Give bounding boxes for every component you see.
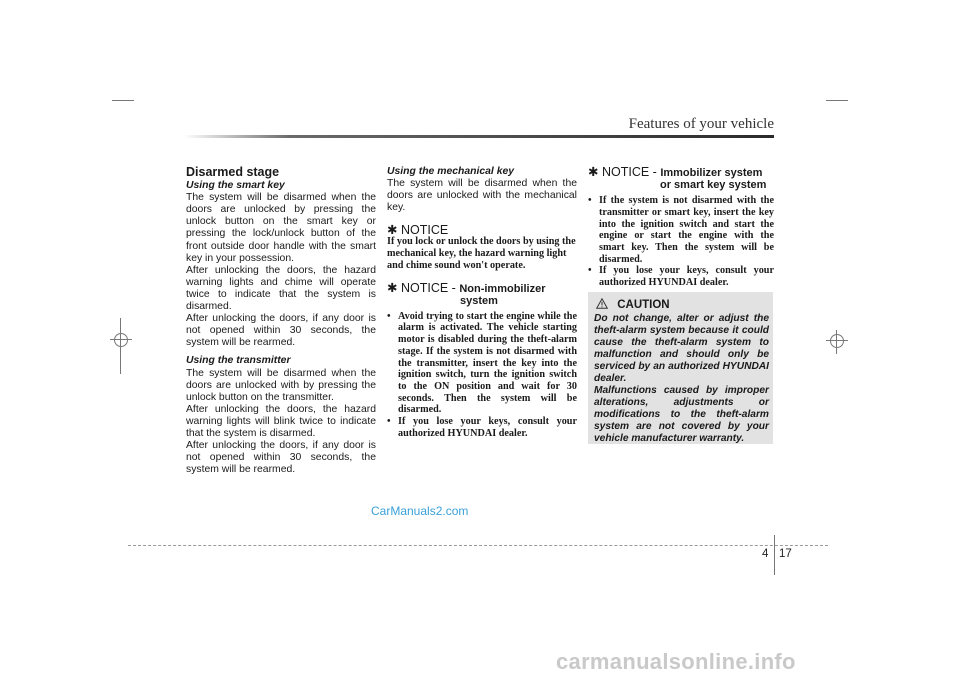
registration-circle — [114, 333, 128, 347]
warning-triangle-icon — [596, 298, 608, 309]
paragraph: After unlocking the doors, the hazard warning lights and chime will operate twice to indicate that the system is disarmed. — [186, 264, 376, 313]
caution-heading — [596, 298, 670, 311]
notice-icon: ✱ — [588, 165, 599, 179]
caution-body — [594, 313, 769, 445]
column-1 — [186, 166, 376, 476]
caution-paragraph: Do not change, alter or adjust the theft-alarm system because it could cause the theft-alarm system to malfunction and should only be serviced by an authorized HYUNDAI dealer. — [594, 313, 769, 384]
list-item: • If the system is not disarmed with the transmitter or smart key, insert the key into the ignition switch and start the engine or start the engine with the smart key. Then the system will be disarmed. — [588, 195, 774, 265]
notice-subtitle: Immobilizer system — [660, 167, 763, 179]
paragraph: After unlocking the doors, the hazard warning lights will blink twice to indicate that the system is disarmed. — [186, 403, 376, 439]
column-2 — [387, 166, 577, 440]
chapter-number: 4 — [762, 548, 769, 560]
registration-circle — [830, 334, 844, 348]
notice-list — [588, 195, 774, 289]
notice-title: NOTICE - — [400, 280, 456, 295]
notice-title: NOTICE - — [601, 165, 657, 179]
footer-dashed-rule — [128, 545, 828, 546]
page-number: 17 — [779, 548, 792, 560]
watermark-link[interactable]: CarManuals2.com — [371, 504, 469, 518]
notice-list — [387, 311, 577, 440]
list-item: • Avoid trying to start the engine while the alarm is activated. The vehicle starting motor is disabled during the theft-alarm stage. If the system is not disarmed with the transmitter, insert the key into the ignition switch, turn the ignition switch to the ON position and wait for 30 seconds. Then the system will be disarmed. — [387, 311, 577, 416]
page-header-title: Features of your vehicle — [628, 116, 774, 132]
list-item: • If you lose your keys, consult your authorized HYUNDAI dealer. — [387, 416, 577, 439]
paragraph: The system will be disarmed when the doors are unlocked with by pressing the unlock button on the transmitter. — [186, 367, 376, 403]
subheading-transmitter: Using the transmitter — [186, 355, 291, 367]
caution-paragraph: Malfunctions caused by improper alterations, adjustments or modifications to the theft-alarm system are not covered by your vehicle manufacturer warranty. — [594, 385, 769, 444]
notice-subtitle-line2: or smart key system — [660, 179, 767, 192]
subheading-smart-key: Using the smart key — [186, 180, 285, 192]
paragraph: The system will be disarmed when the doors are unlocked by pressing the unlock button on the smart key or pressing the lock/unlock button of the front outside door handle with the smart key in your possession. — [186, 192, 376, 264]
notice-text: If you lock or unlock the doors by using the mechanical key, the hazard warning light and chime sound won't operate. — [387, 236, 576, 271]
paragraph: The system will be disarmed when the doors are unlocked with the mechanical key. — [387, 178, 577, 214]
paragraph: After unlocking the doors, if any door is not opened within 30 seconds, the system will be rearmed. — [186, 313, 376, 349]
notice-subtitle: Non-immobilizer — [459, 282, 546, 295]
notice-icon: ✱ — [387, 223, 398, 238]
subheading-mechanical-key: Using the mechanical key — [387, 166, 515, 177]
notice-heading — [588, 166, 774, 191]
crop-mark — [826, 100, 848, 101]
notice-heading — [387, 282, 577, 307]
watermark-text: carmanualsonline.info — [556, 649, 796, 674]
notice-subtitle-line2: system — [460, 294, 498, 307]
header-rule — [184, 135, 774, 138]
notice-body — [387, 236, 577, 271]
crop-mark — [112, 100, 134, 101]
crop-mark — [774, 535, 775, 575]
notice-heading — [387, 224, 577, 236]
notice-icon: ✱ — [387, 280, 398, 295]
list-item: • If you lose your keys, consult your authorized HYUNDAI dealer. — [588, 265, 774, 288]
caution-title: CAUTION — [617, 299, 670, 311]
column-3 — [588, 166, 774, 289]
notice-title: NOTICE — [400, 223, 449, 238]
section-heading: Disarmed stage — [186, 165, 280, 179]
paragraph: After unlocking the doors, if any door is not opened within 30 seconds, the system will be rearmed. — [186, 440, 376, 476]
